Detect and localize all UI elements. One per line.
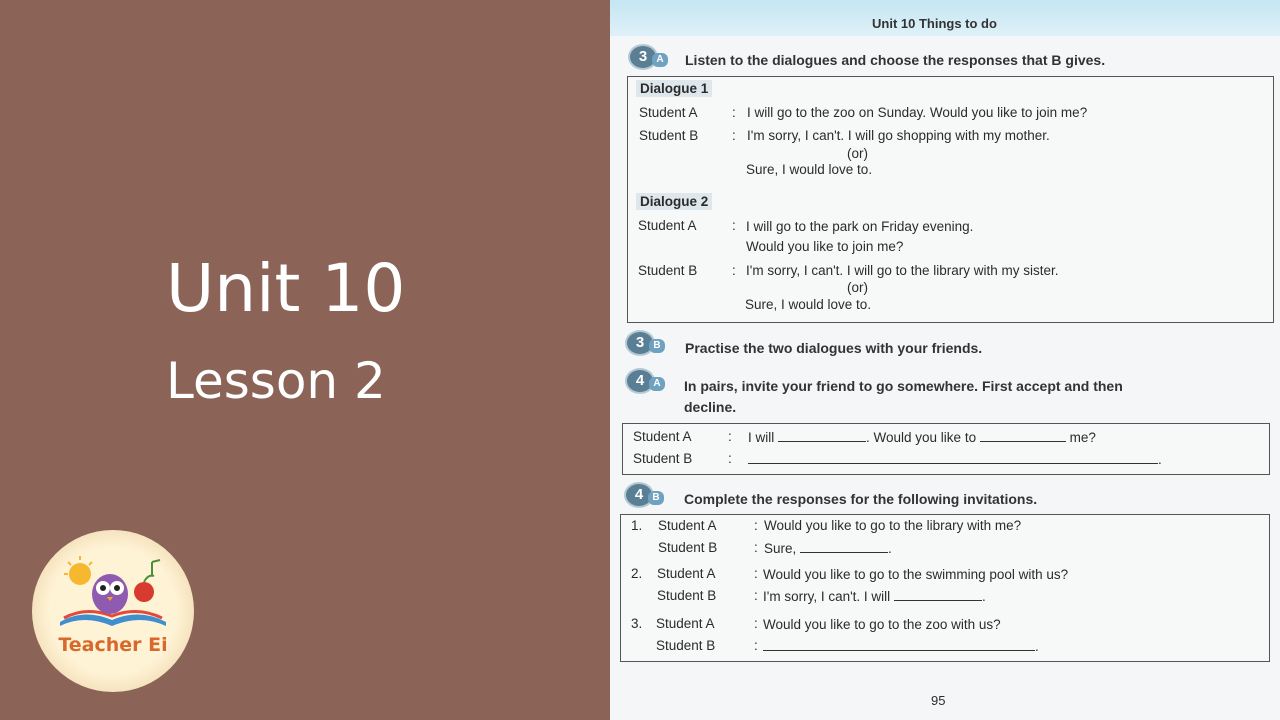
textbook-page (610, 0, 1280, 720)
answer-blank[interactable] (778, 429, 866, 442)
dialogue-line: I will go to the zoo on Sunday. Would you like to join me? (747, 105, 1088, 120)
speaker-label: Student B (639, 128, 699, 143)
response-line: . (748, 451, 1162, 467)
teacher-ei-logo (32, 530, 194, 692)
page-header (610, 0, 1280, 36)
lesson-title: Lesson 2 (166, 352, 386, 410)
speaker-label: Student A (657, 566, 716, 581)
invite-line: I will . Would you like to me? (748, 430, 1096, 445)
logo-text: Teacher Ei (58, 634, 168, 656)
dialogue-line: Sure, I would love to. (746, 162, 873, 177)
exercise-badge-3b: 3 B (625, 330, 665, 356)
answer-blank[interactable] (763, 638, 1035, 651)
item-number: 3. (631, 616, 643, 631)
answer-blank[interactable] (894, 588, 982, 601)
item-number: 2. (631, 566, 643, 581)
speaker-label: Student A (639, 105, 698, 120)
speaker-label: Student B (638, 263, 698, 278)
exercise-badge-4a: 4 A (625, 368, 665, 394)
speaker-label: Student B (657, 588, 717, 603)
dialogue-line: I will go to the park on Friday evening. (746, 219, 974, 234)
page-number: 95 (931, 693, 946, 708)
speaker-label: Student A (638, 218, 697, 233)
dialogue-line: I'm sorry, I can't. I will go to the library with my sister. (746, 263, 1059, 278)
speaker-label: Student A (633, 429, 692, 444)
instruction-3b: Practise the two dialogues with your friends. (685, 340, 983, 356)
dialogue-line: Would you like to join me? (746, 239, 904, 254)
dialogue-line: Sure, I would love to. (745, 297, 872, 312)
exercise-badge-3a: 3 A (628, 44, 668, 70)
answer-blank[interactable] (980, 429, 1066, 442)
item-number: 1. (631, 518, 643, 533)
speaker-label: Student B (658, 540, 718, 555)
or-label: (or) (847, 146, 868, 161)
page-header-title: Unit 10 Things to do (872, 16, 997, 31)
invitation-line: Would you like to go to the swimming pool with us? (763, 567, 1069, 582)
instruction-4a-line2: decline. (684, 399, 737, 415)
response-line: Sure, . (764, 541, 892, 556)
response-line: I'm sorry, I can't. I will . (763, 589, 986, 604)
dialogue-2-label: Dialogue 2 (636, 193, 712, 210)
or-label: (or) (847, 280, 868, 295)
instruction-4a-line1: In pairs, invite your friend to go somewhere. First accept and then (684, 378, 1123, 394)
invitation-line: Would you like to go to the zoo with us? (763, 617, 1001, 632)
invitation-line: Would you like to go to the library with me? (764, 518, 1022, 533)
exercise-badge-4b: 4 B (624, 482, 664, 508)
speaker-label: Student A (656, 616, 715, 631)
unit-title: Unit 10 (166, 250, 406, 327)
instruction-4b: Complete the responses for the following invitations. (684, 491, 1038, 507)
speaker-label: Student B (656, 638, 716, 653)
invite-box: Student A : I will . Would you like to me? Student B : . (622, 423, 1270, 475)
responses-box: 1. Student A : Would you like to go to the library with me? Student B : Sure, . 2. Student A : Would you like to go to the swimming pool with us? Student B : I'm sorry, I can't. I will . 3. Student A : Would you like to go to the zoo with us? Student B : . (620, 514, 1270, 662)
dialogue-line: I'm sorry, I can't. I will go shopping with my mother. (747, 128, 1050, 143)
answer-blank[interactable] (800, 540, 888, 553)
speaker-label: Student A (658, 518, 717, 533)
dialogues-box: Dialogue 1 Student A : I will go to the zoo on Sunday. Would you like to join me? Student B : I'm sorry, I can't. I will go shopping with my mother. (or) Sure, I would love to. Dialogue 2 Student A : I will go to the park on Friday evening. Would you like to join me? Student B : I'm sorry, I can't. I will go to the library with my sister. (or) Sure, I would love to. (627, 76, 1274, 323)
instruction-3a: Listen to the dialogues and choose the responses that B gives. (685, 52, 1106, 68)
slide-panel (0, 0, 610, 720)
speaker-label: Student B (633, 451, 693, 466)
owl-book-icon (54, 552, 172, 632)
dialogue-1-label: Dialogue 1 (636, 80, 712, 97)
response-line: . (763, 638, 1039, 654)
answer-blank[interactable] (748, 451, 1158, 464)
